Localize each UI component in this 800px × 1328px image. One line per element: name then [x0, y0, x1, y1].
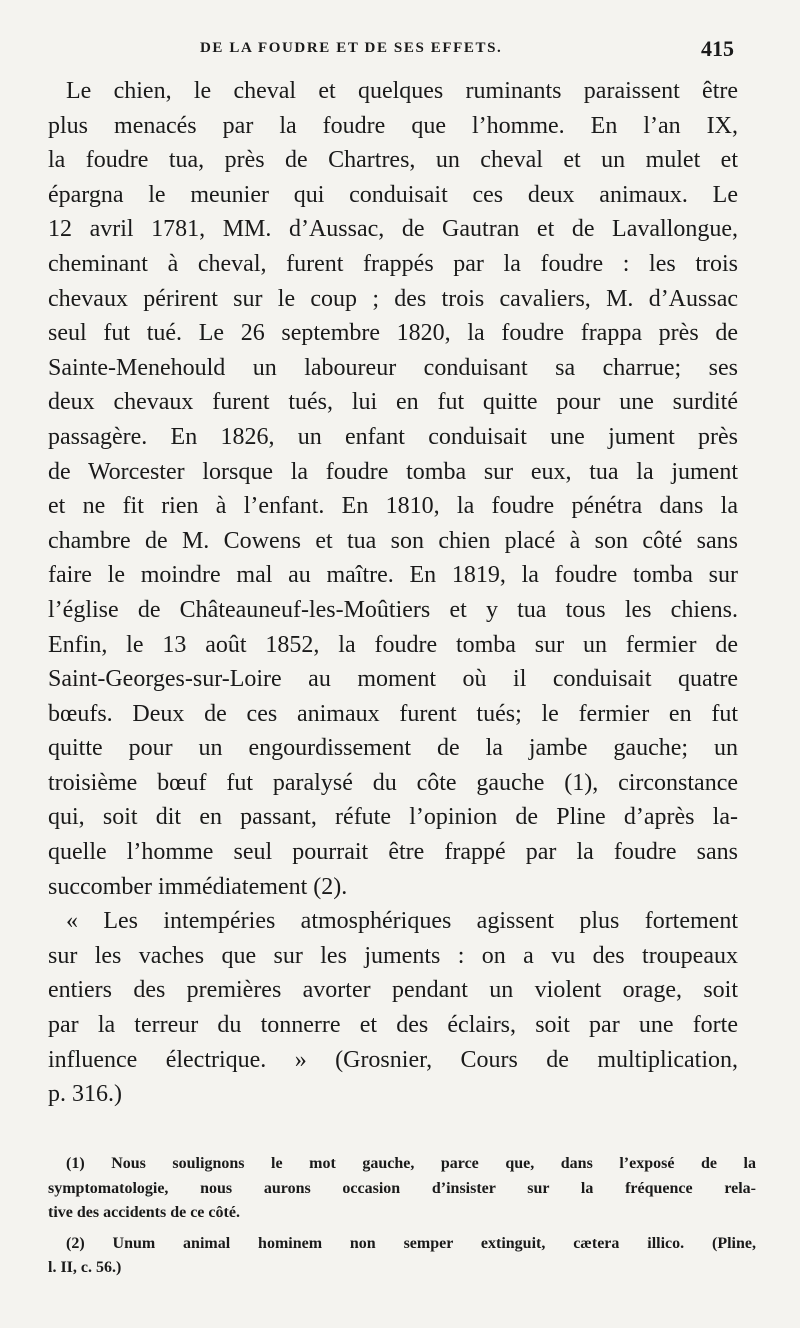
text-line: plus menacés par la foudre que l’homme. En l’an IX,	[48, 112, 738, 139]
footnotes	[48, 1152, 756, 1281]
text-line: la foudre tua, près de Chartres, un cheval et un mulet et	[48, 147, 738, 174]
running-title: DE LA FOUDRE ET DE SES EFFETS.	[200, 40, 503, 56]
text-line: seul fut tué. Le 26 septembre 1820, la foudre frappa près de	[48, 320, 738, 347]
text-line: Enfin, le 13 août 1852, la foudre tomba sur un fermier de	[48, 631, 738, 658]
text-line: de Worcester lorsque la foudre tomba sur eux, tua la jument	[48, 458, 738, 485]
text-line: chevaux périrent sur le coup ; des trois cavaliers, M. d’Aussac	[48, 285, 738, 312]
text-line: 12 avril 1781, MM. d’Aussac, de Gautran et de Lavallongue,	[48, 216, 738, 243]
text-line: faire le moindre mal au maître. En 1819, la foudre tomba sur	[48, 562, 738, 589]
text-line: deux chevaux furent tués, lui en fut quitte pour une surdité	[48, 389, 738, 416]
text-line: influence électrique. » (Grosnier, Cours de multiplication,	[48, 1046, 738, 1073]
footnote-line: l. II, c. 56.)	[48, 1259, 122, 1276]
text-line: Saint-Georges-sur-Loire au moment où il conduisait quatre	[48, 666, 738, 693]
text-line: p. 316.)	[48, 1081, 122, 1108]
text-line: chambre de M. Cowens et tua son chien placé à son côté sans	[48, 527, 738, 554]
text-line: l’église de Châteauneuf-les-Moûtiers et y tua tous les chiens.	[48, 596, 738, 623]
text-line: par la terreur du tonnerre et des éclairs, soit par une forte	[48, 1012, 738, 1039]
main-text	[48, 74, 738, 1112]
text-line: Sainte-Menehould un laboureur conduisant sa charrue; ses	[48, 354, 738, 381]
footnote-line: tive des accidents de ce côté.	[48, 1204, 240, 1221]
text-line: troisième bœuf fut paralysé du côte gauche (1), circonstance	[48, 769, 738, 796]
text-line: bœufs. Deux de ces animaux furent tués; le fermier en fut	[48, 700, 738, 727]
text-line: épargna le meunier qui conduisait ces deux animaux. Le	[48, 181, 738, 208]
page-number: 415	[701, 36, 734, 61]
text-line: quelle l’homme seul pourrait être frappé par la foudre sans	[48, 839, 738, 866]
text-line: et ne fit rien à l’enfant. En 1810, la foudre pénétra dans la	[48, 493, 738, 520]
text-line: sur les vaches que sur les juments : on a vu des troupeaux	[48, 942, 738, 969]
text-line: quitte pour un engourdissement de la jambe gauche; un	[48, 735, 738, 762]
text-line: cheminant à cheval, furent frappés par la foudre : les trois	[48, 250, 738, 277]
footnote-line: symptomatologie, nous aurons occasion d’insister sur la fréquence rela-	[48, 1179, 756, 1197]
text-line: « Les intempéries atmosphériques agissent plus fortement	[66, 908, 738, 935]
text-line: qui, soit dit en passant, réfute l’opinion de Pline d’après la-	[48, 804, 738, 831]
footnote-line: (1) Nous soulignons le mot gauche, parce que, dans l’exposé de la	[66, 1155, 756, 1172]
text-line: Le chien, le cheval et quelques ruminants paraissent être	[66, 78, 738, 104]
text-line: entiers des premières avorter pendant un violent orage, soit	[48, 977, 738, 1004]
footnote-line: (2) Unum animal hominem non semper extinguit, cætera illico. (Pline,	[66, 1234, 756, 1252]
text-line: succomber immédiatement (2).	[48, 873, 348, 900]
text-line: passagère. En 1826, un enfant conduisait une jument près	[48, 423, 738, 450]
page-header	[48, 36, 738, 66]
